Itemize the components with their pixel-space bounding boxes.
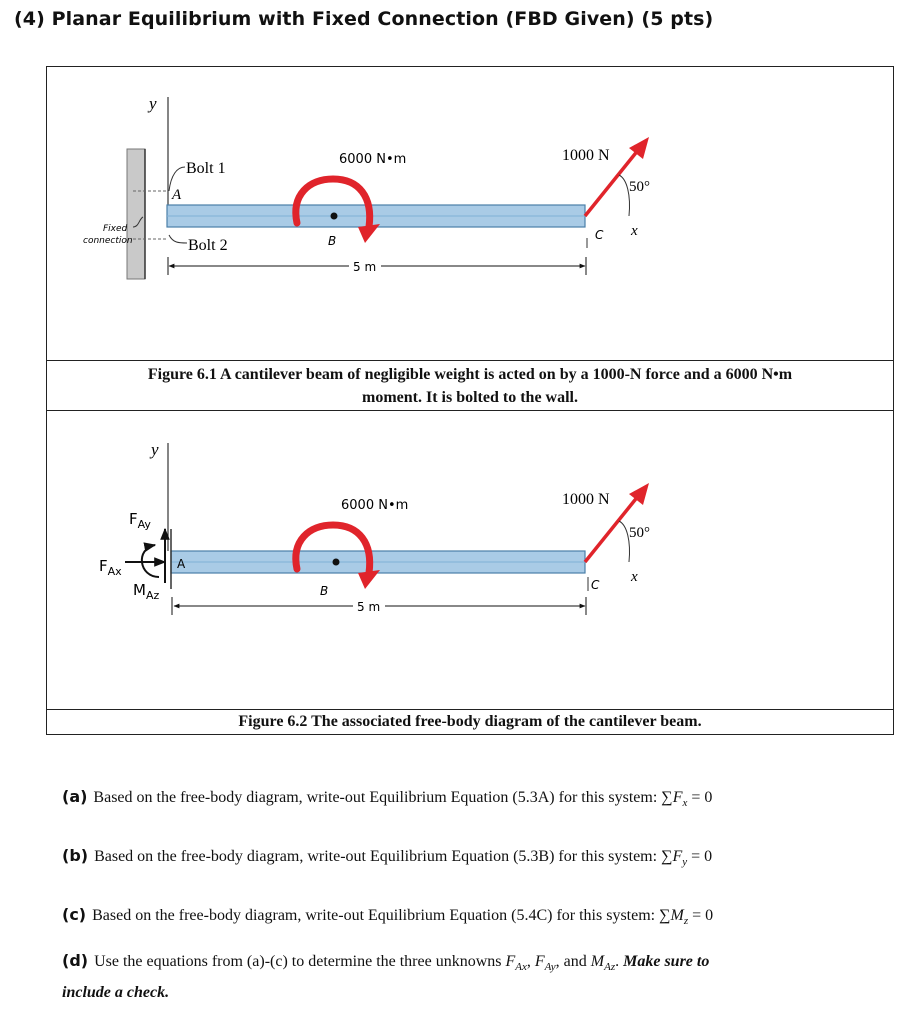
x-axis-label: x [631, 223, 638, 239]
question-d: (d) Use the equations from (a)-(c) to determine the three unknowns $F_{Ax}$, $F_{Ay}$, and $M_{Az}$. Make sure to include a check. [62, 951, 710, 1002]
figure-6-2-caption: Figure 6.2 The associated free-body diagram of the cantilever beam. [47, 709, 893, 735]
length-label: 5 m [353, 260, 377, 274]
fax-label: $F_{Ax}$ [99, 557, 122, 578]
question-b: (b) Based on the free-body diagram, write-out Equilibrium Equation (5.3B) for this system: $\sum F_y = 0$ [62, 846, 713, 869]
angle-arc [619, 175, 630, 216]
x-axis-label: x [631, 569, 638, 585]
question-a-equation: $\sum F_x$ [661, 789, 688, 810]
bolt-2-leader [169, 235, 187, 243]
question-d-text: Use the equations from (a)-(c) to determine the three unknowns [94, 953, 506, 970]
fay-label: $F_{Ay}$ [129, 510, 151, 531]
question-b-equation: $\sum F_y$ [661, 848, 688, 869]
moment-arrowhead [358, 224, 380, 243]
point-c-label: C [591, 578, 600, 592]
point-b-label: B [320, 584, 329, 598]
fixed-label: Fixed [103, 224, 128, 234]
length-label: 5 m [357, 600, 381, 614]
moment-arrowhead [358, 570, 380, 589]
free-body-diagram [47, 411, 893, 709]
question-b-label: (b) [62, 846, 89, 865]
question-a-text: Based on the free-body diagram, write-out Equilibrium Equation (5.3A) for this system: [93, 789, 662, 806]
cantilever-diagram [47, 67, 893, 360]
problem-heading: (4) Planar Equilibrium with Fixed Connection (FBD Given) (5 pts) [14, 8, 714, 30]
question-b-text: Based on the free-body diagram, write-out Equilibrium Equation (5.3B) for this system: [94, 848, 662, 865]
bolt-1-label: Bolt 1 [186, 160, 226, 177]
figure-frame [46, 66, 894, 735]
point-b-dot [333, 559, 340, 566]
figure-6-2 [47, 411, 893, 709]
angle-arc [619, 521, 630, 562]
y-axis-label: y [149, 94, 157, 113]
caption-line-2: moment. It is bolted to the wall. [362, 389, 578, 406]
force-label: 1000 N [562, 491, 610, 508]
y-axis-label: y [151, 440, 159, 459]
force-label: 1000 N [562, 147, 610, 164]
connection-label: connection [83, 236, 133, 246]
question-d-note: Make sure to [623, 953, 710, 970]
question-d-label: (d) [62, 951, 89, 970]
question-c-label: (c) [62, 905, 87, 924]
bolt-2-label: Bolt 2 [188, 237, 228, 254]
moment-label: 6000 N•m [339, 152, 407, 167]
question-c-text: Based on the free-body diagram, write-out Equilibrium Equation (5.4C) for this system: [92, 907, 660, 924]
question-c-equation: $\sum M_z$ [659, 907, 689, 928]
wall [127, 149, 145, 279]
point-a-label: A [177, 557, 186, 571]
point-b-dot [331, 213, 338, 220]
maz-label: $M_{Az}$ [133, 581, 160, 602]
figure-6-1 [47, 67, 893, 360]
point-b-label: B [328, 234, 337, 248]
question-d-note-2: include a check. [62, 984, 170, 1002]
angle-label: 50° [629, 179, 650, 195]
figure-6-1-caption [47, 360, 893, 411]
angle-label: 50° [629, 525, 650, 541]
point-c-label: C [595, 228, 604, 242]
moment-label: 6000 N•m [341, 498, 409, 513]
caption-line-1: Figure 6.1 A cantilever beam of negligible weight is acted on by a 1000-N force and a 6000 N•m [147, 366, 793, 383]
question-c: (c) Based on the free-body diagram, write-out Equilibrium Equation (5.4C) for this system: $\sum M_z = 0$ [62, 905, 714, 928]
question-a: (a) Based on the free-body diagram, write-out Equilibrium Equation (5.3A) for this system: $\sum F_x = 0$ [62, 787, 713, 810]
question-a-label: (a) [62, 787, 88, 806]
point-a-label: A [172, 187, 182, 203]
